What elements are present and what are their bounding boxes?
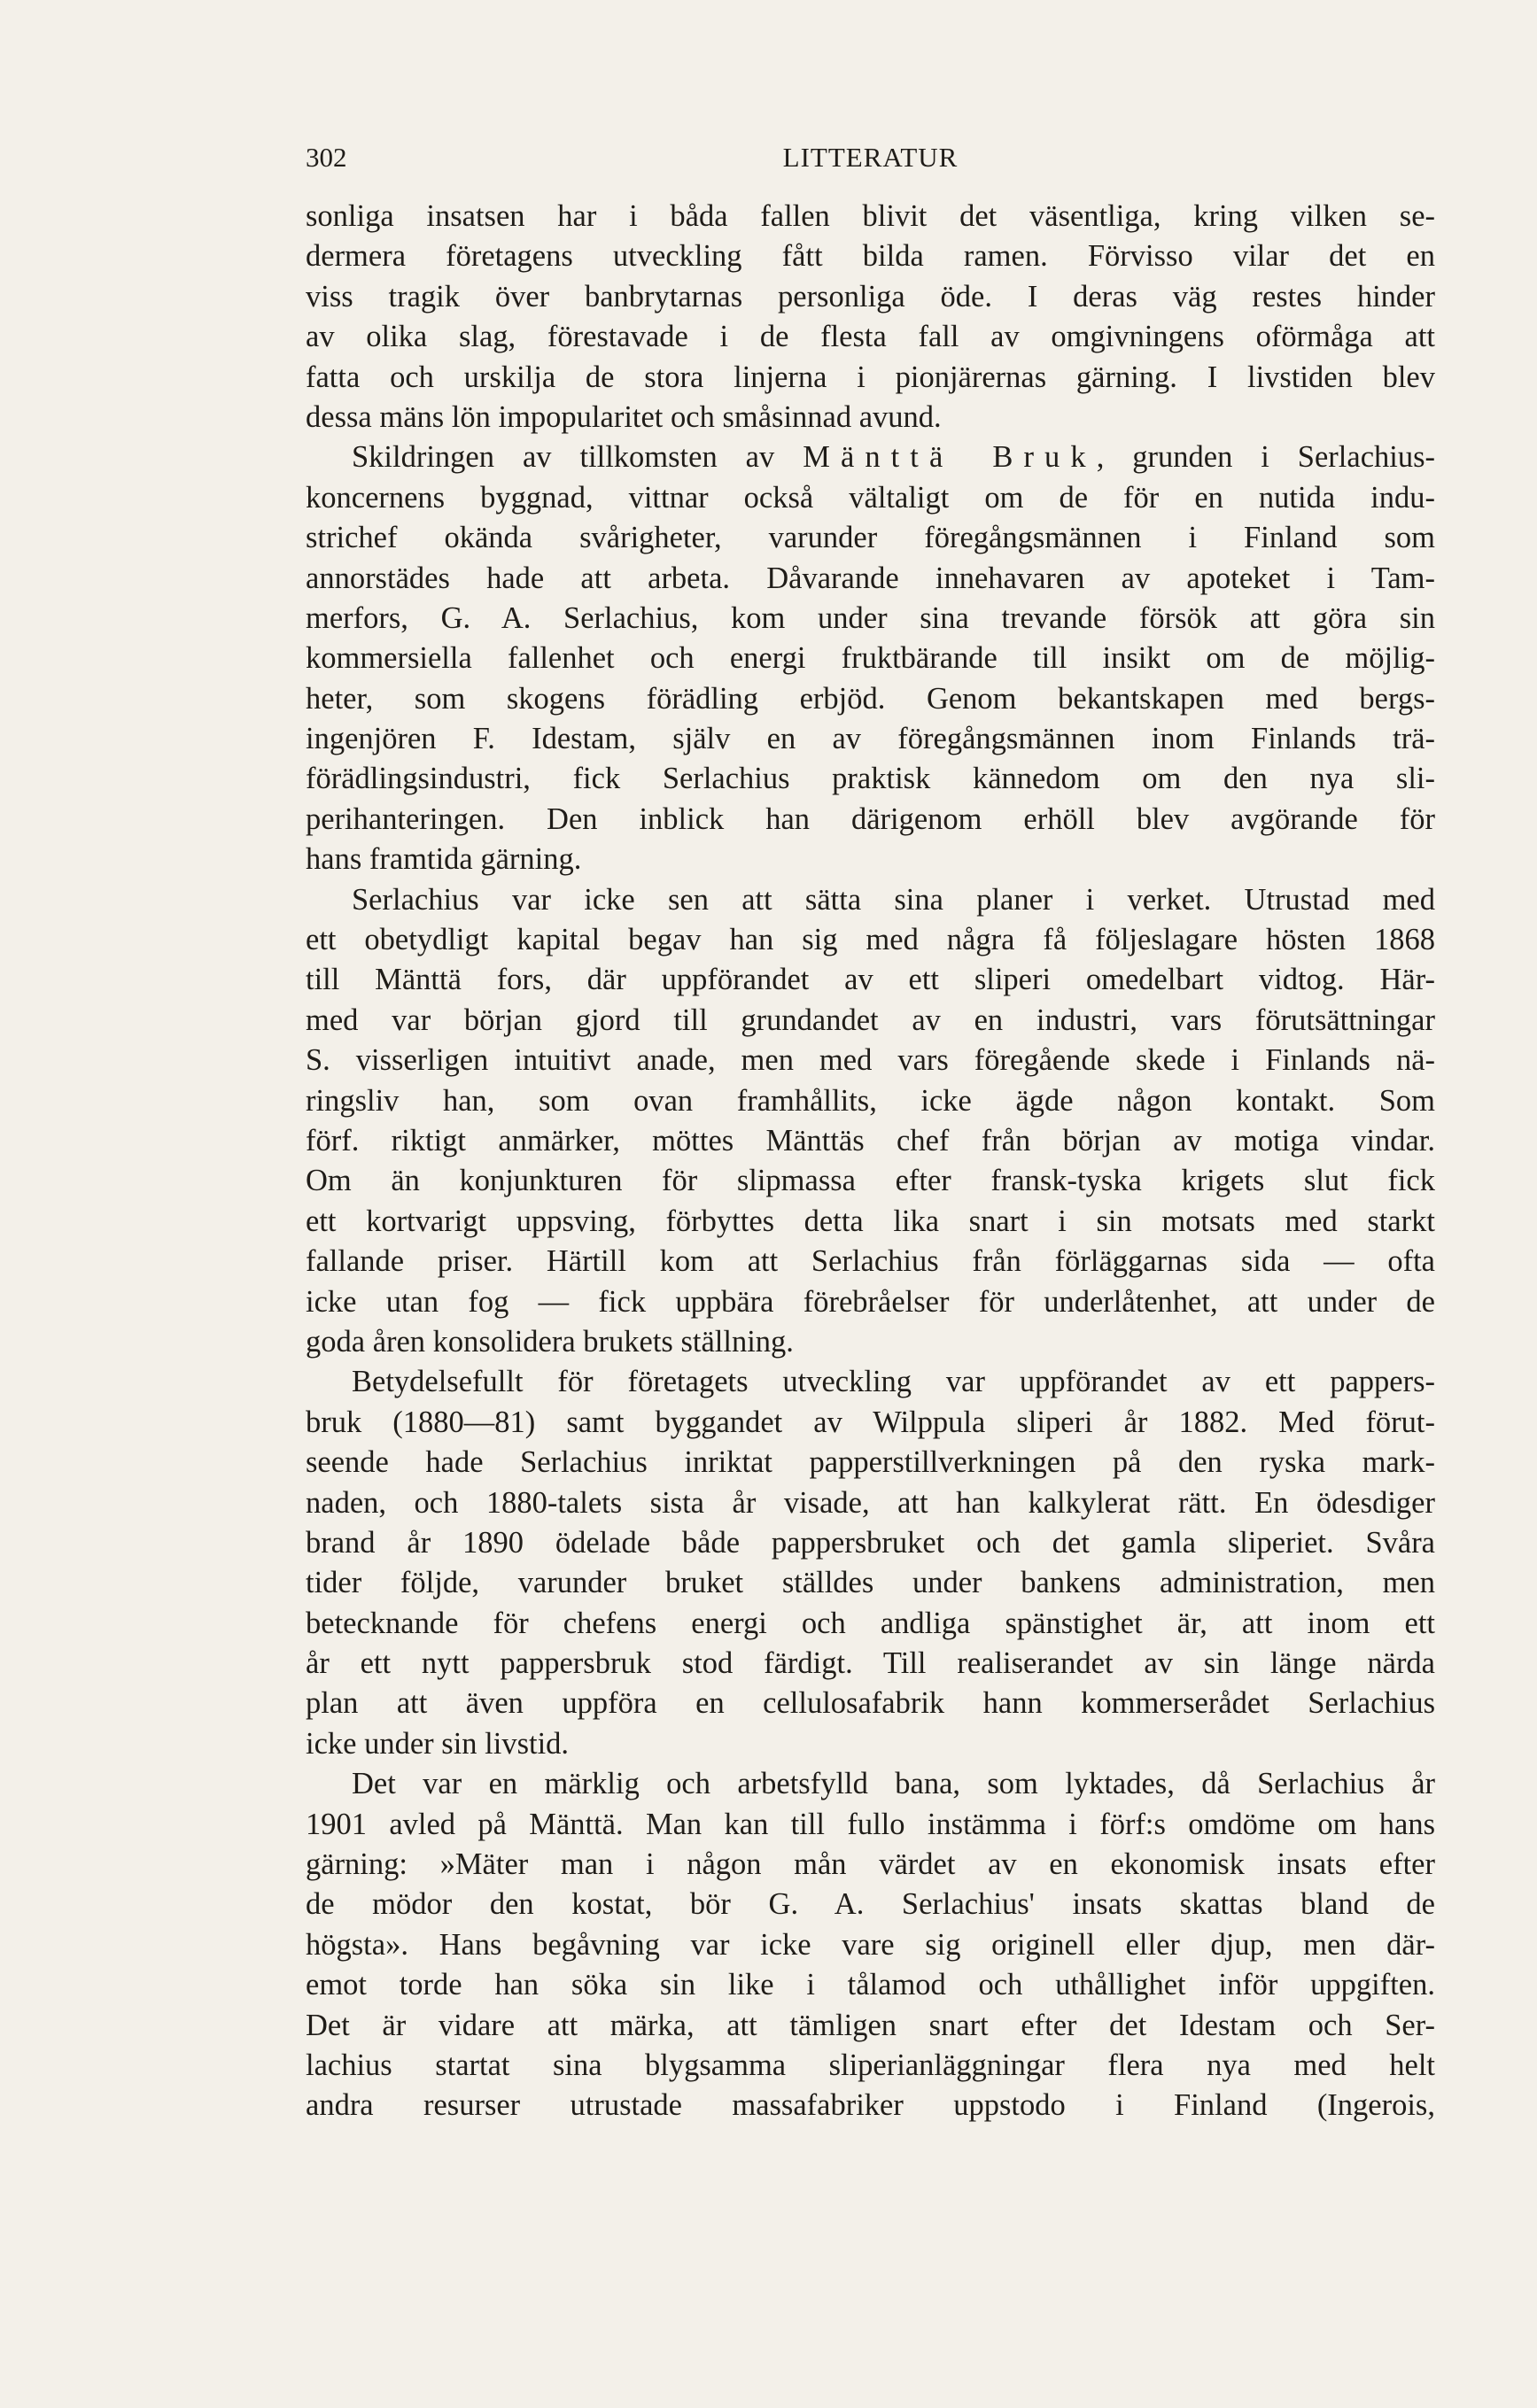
text-line: år ett nytt pappersbruk stod färdigt. Till realiserandet av sin länge närda	[306, 1646, 1435, 1681]
text-line: ett obetydligt kapital begav han sig med några få följeslagare hösten 1868	[306, 923, 1435, 957]
text-line: förädlingsindustri, fick Serlachius praktisk kännedom om den nya sli-	[306, 762, 1435, 796]
text-line: 1901 avled på Mänttä. Man kan till fullo instämma i förf:s omdöme om hans	[306, 1807, 1435, 1841]
text-line: brand år 1890 ödelade både pappersbruket och det gamla sliperiet. Svåra	[306, 1525, 1435, 1560]
running-title: LITTERATUR	[782, 142, 959, 173]
text-line: Betydelsefullt för företagets utveckling var uppförandet av ett pappers-	[352, 1365, 1435, 1399]
text-line: andra resurser utrustade massafabriker uppstodo i Finland (Ingerois,	[306, 2088, 1435, 2123]
text-line: kommersiella fallenhet och energi fruktbärande till insikt om de möjlig-	[306, 641, 1435, 676]
body-text	[306, 197, 1435, 2126]
text-line: heter, som skogens förädling erbjöd. Genom bekantskapen med bergs-	[306, 681, 1435, 716]
text-line: icke under sin livstid.	[306, 1726, 570, 1761]
text-line: ett kortvarigt uppsving, förbyttes detta lika snart i sin motsats med starkt	[306, 1204, 1435, 1238]
text-line: ringsliv han, som ovan framhållits, icke ägde någon kontakt. Som	[306, 1083, 1435, 1118]
spaced-place-name: Mänttä Bruk	[803, 440, 1097, 475]
text-line: betecknande för chefens energi och andliga spänstighet är, att inom ett	[306, 1606, 1435, 1640]
text-line: plan att även uppföra en cellulosafabrik hann kommerserådet Serlachius	[306, 1686, 1435, 1721]
text-line: fallande priser. Härtill kom att Serlachius från förläggarnas sida — ofta	[306, 1244, 1435, 1279]
text-line: strichef okända svårigheter, varunder föregångsmännen i Finland som	[306, 521, 1435, 555]
text-line: tider följde, varunder bruket ställdes under bankens administration, men	[306, 1566, 1435, 1600]
text-segment: Skildringen av tillkomsten av	[352, 440, 803, 475]
text-line: Om än konjunkturen för slipmassa efter fransk-tyska krigets slut fick	[306, 1164, 1435, 1198]
text-line: förf. riktigt anmärker, möttes Mänttäs chef från början av motiga vindar.	[306, 1123, 1435, 1158]
text-line: annorstädes hade att arbeta. Dåvarande innehavaren av apoteket i Tam-	[306, 561, 1435, 595]
text-line: fatta och urskilja de stora linjerna i pionjärernas gärning. I livstiden blev	[306, 360, 1435, 394]
text-line: Serlachius var icke sen att sätta sina planer i verket. Utrustad med	[352, 882, 1435, 917]
text-line: seende hade Serlachius inriktat papperstillverkningen på den ryska mark-	[306, 1445, 1435, 1480]
text-line: merfors, G. A. Serlachius, kom under sina trevande försök att göra sin	[306, 600, 1435, 635]
text-line: dessa mäns lön impopularitet och småsinnad avund.	[306, 399, 942, 434]
text-line: gärning: »Mäter man i någon mån värdet av en ekonomisk insats efter	[306, 1847, 1435, 1882]
text-line: de mödor den kostat, bör G. A. Serlachius' insats skattas bland de	[306, 1887, 1435, 1922]
page-number: 302	[306, 142, 347, 173]
text-line: naden, och 1880-talets sista år visade, att han kalkylerat rätt. En ödesdiger	[306, 1485, 1435, 1520]
page-header	[306, 142, 1435, 186]
text-line: perihanteringen. Den inblick han därigenom erhöll blev avgörande för	[306, 801, 1435, 836]
text-line: hans framtida gärning.	[306, 842, 582, 877]
text-line: ingenjören F. Idestam, själv en av föregångsmännen inom Finlands trä-	[306, 722, 1435, 756]
text-line: till Mänttä fors, där uppförandet av ett sliperi omedelbart vidtog. Här-	[306, 963, 1435, 997]
text-line: goda åren konsolidera brukets ställning.	[306, 1324, 794, 1359]
text-segment: , grunden i Serlachius-	[1096, 440, 1435, 475]
text-line: S. visserligen intuitivt anade, men med vars föregående skede i Finlands nä-	[306, 1043, 1435, 1078]
text-line: lachius startat sina blygsamma sliperianläggningar flera nya med helt	[306, 2048, 1435, 2082]
text-line: viss tragik över banbrytarnas personliga öde. I deras väg restes hinder	[306, 279, 1435, 314]
text-line: dermera företagens utveckling fått bilda ramen. Förvisso vilar det en	[306, 239, 1435, 274]
text-line: av olika slag, förestavade i de flesta fall av omgivningens oförmåga att	[306, 320, 1435, 354]
text-line: högsta». Hans begåvning var icke vare sig originell eller djup, men där-	[306, 1927, 1435, 1962]
text-line: Det är vidare att märka, att tämligen snart efter det Idestam och Ser-	[306, 2008, 1435, 2042]
text-line	[306, 437, 1435, 477]
text-line: sonliga insatsen har i båda fallen blivit det väsentliga, kring vilken se-	[306, 199, 1435, 233]
text-line: icke utan fog — fick uppbära förebråelser för underlåtenhet, att under de	[306, 1284, 1435, 1319]
text-line: med var början gjord till grundandet av en industri, vars förutsättningar	[306, 1003, 1435, 1037]
text-line: koncernens byggnad, vittnar också vältaligt om de för en nutida indu-	[306, 480, 1435, 515]
text-line: emot torde han söka sin like i tålamod och uthållighet inför uppgiften.	[306, 1968, 1435, 2002]
text-line: bruk (1880—81) samt byggandet av Wilppula sliperi år 1882. Med förut-	[306, 1405, 1435, 1439]
text-line: Det var en märklig och arbetsfylld bana, som lyktades, då Serlachius år	[352, 1767, 1435, 1801]
